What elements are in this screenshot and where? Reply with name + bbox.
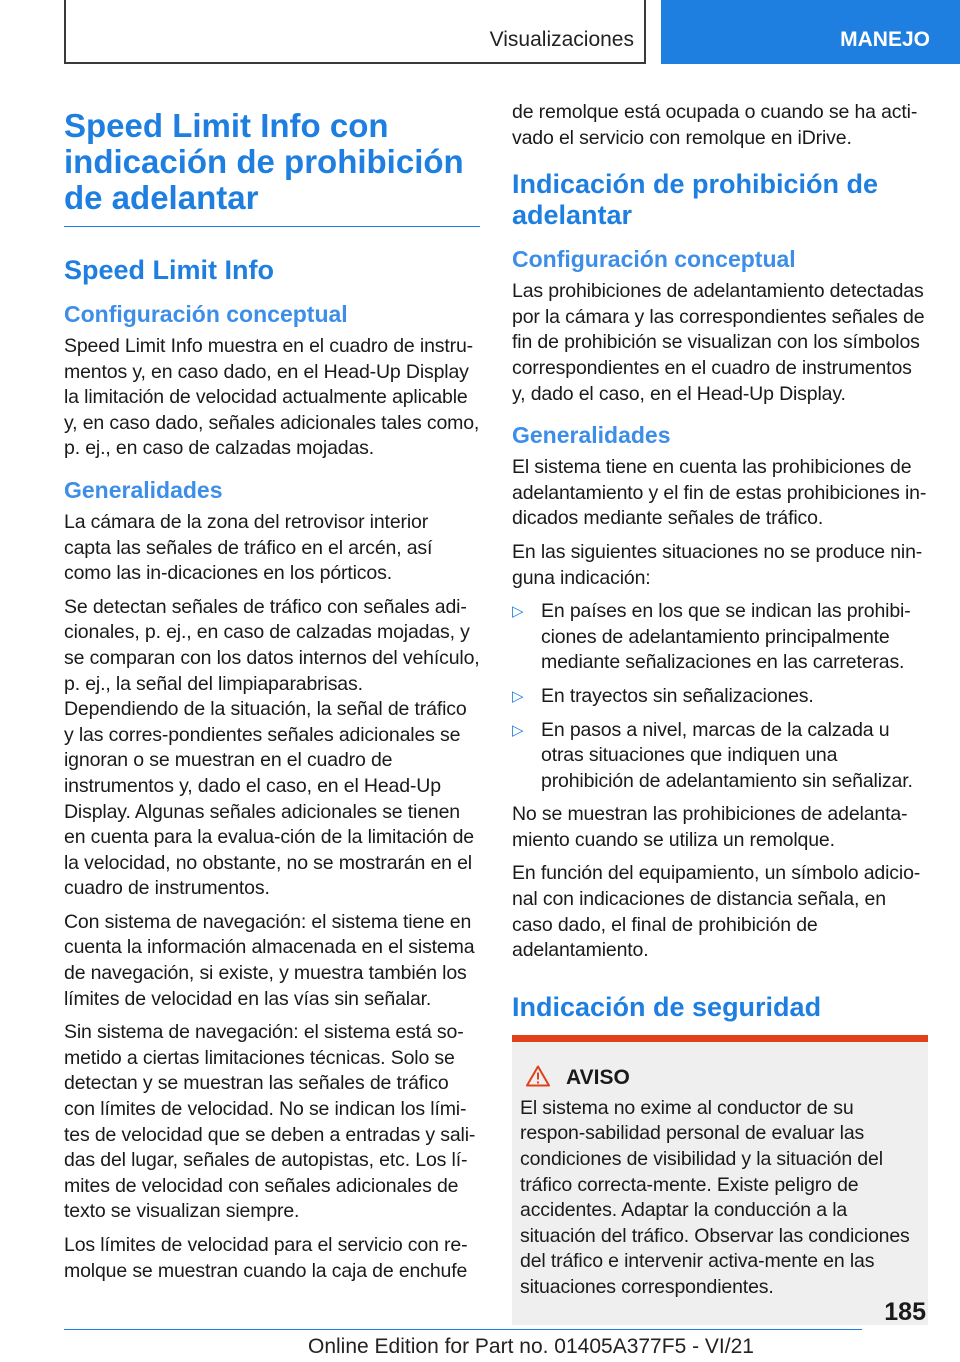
warning-title-row (520, 1064, 920, 1092)
list-item-text: En trayectos sin señalizaciones. (541, 684, 814, 707)
list-item-text: En pasos a nivel, marcas de la calzada u otras situaciones que indiquen una prohibición de adelantamiento sin señalizar. (541, 718, 913, 792)
triangle-bullet-icon: ▷ (512, 603, 524, 621)
header-chapter-tab: MANEJO (661, 0, 960, 64)
paragraph: Se detectan señales de tráfico con señales adi-cionales, p. ej., en caso de calzadas mojadas, y se comparan con los datos internos del vehículo, p. ej., la señal del limpiaparabrisas. Dependiendo de la situación, la señal de tráfico y las corres-pondientes señales adicionales se ignoran o se muestran en el cuadro de instrumentos y, dado el caso, en el Head-Up Display. Algunas señales adicionales se tienen en cuenta para la evalua-ción de la limitación de la velocidad, no obstante, no se mostrarán en el cuadro de instrumentos. (64, 595, 480, 900)
page-title: Speed Limit Info con indicación de prohibición de adelantar (64, 108, 480, 227)
triangle-bullet-icon: ▷ (512, 721, 524, 739)
header-section-box (64, 0, 646, 64)
warning-title: AVISO (566, 1065, 630, 1089)
right-column (512, 100, 928, 1325)
paragraph: No se muestran las prohibiciones de adelanta-miento cuando se utiliza un remolque. (512, 803, 908, 851)
warning-triangle-icon (526, 1065, 550, 1087)
heading-safety: Indicación de seguridad (512, 991, 822, 1022)
heading-concept: Configuración conceptual (64, 301, 348, 327)
header-section-title: Visualizaciones (489, 28, 634, 51)
heading-speed-limit-info: Speed Limit Info (64, 255, 275, 285)
list-item (512, 684, 928, 710)
paragraph: La cámara de la zona del retrovisor interior capta las señales de tráfico en el arcén, así como las in-dicaciones en los pórticos. (64, 510, 433, 585)
paragraph-concept: Las prohibiciones de adelantamiento detectadas por la cámara y las correspondientes señales de fin de prohibición se visualizan con los símbolos correspondientes en el cuadro de instrumentos y, dado el caso, en el Head-Up Display. (512, 280, 925, 405)
heading-overtaking-prohibition: Indicación de prohibición de adelantar (512, 169, 879, 231)
list-item-text: En países en los que se indican las prohibi-ciones de adelantamiento principalmente mediante señalizaciones en las carreteras. (541, 600, 911, 674)
bullet-list (512, 599, 928, 794)
paragraph-concept: Speed Limit Info muestra en el cuadro de instru-mentos y, en caso dado, en el Head-Up Display la limitación de velocidad actualmente aplicable y, en caso dado, señales adicionales tales como, p. ej., en caso de calzadas mojadas. (64, 335, 480, 460)
list-item (512, 599, 928, 676)
warning-box (512, 1035, 928, 1325)
paragraph-continued: de remolque está ocupada o cuando se ha acti-vado el servicio con remolque en iDrive. (512, 101, 918, 149)
paragraph: Con sistema de navegación: el sistema tiene en cuenta la información almacenada en el sistema de navegación, si existe, y muestra también los límites de velocidad en las vías sin señalar. (64, 910, 475, 1010)
heading-general: Generalidades (64, 476, 223, 503)
list-item (512, 718, 928, 795)
paragraph: Sin sistema de navegación: el sistema está so-metido a ciertas limitaciones técnicas. Solo se detectan y se muestran las señales de tráfico con límites de velocidad. No se indican los lími-tes de velocidad que se deben a entradas y sali-das del lugar, señales de autopistas, etc. Los lí-mites de velocidad con señales adicionales de texto se visualizan siempre. (64, 1021, 476, 1223)
paragraph: En función del equipamiento, un símbolo adicio-nal con indicaciones de distancia señala, en caso dado, el final de prohibición de adelantamiento. (512, 862, 921, 962)
page-number: 185 (884, 1298, 926, 1326)
warning-text: El sistema no exime al conductor de su respon-sabilidad personal de evaluar las condiciones de visibilidad y la situación del tráfico correcta-mente. Existe peligro de accidentes. Adaptar la conducción a la situación del tráfico. Observar las condiciones del tráfico e intervenir activa-mente en las situaciones correspondientes. (520, 1096, 910, 1298)
paragraph: En las siguientes situaciones no se produce nin-guna indicación: (512, 540, 923, 589)
footer-edition: Online Edition for Part no. 01405A377F5 - VI/21 (308, 1335, 754, 1358)
paragraph: Los límites de velocidad para el servicio con re-molque se muestran cuando la caja de enchufe (64, 1234, 468, 1282)
footer-divider (64, 1329, 862, 1330)
left-column (64, 100, 480, 1292)
heading-concept: Configuración conceptual (512, 246, 796, 273)
heading-general: Generalidades (512, 422, 671, 449)
triangle-bullet-icon: ▷ (512, 687, 524, 705)
paragraph: El sistema tiene en cuenta las prohibiciones de adelantamiento y el fin de estas prohibiciones in-dicados mediante señales de tráfico. (512, 456, 927, 530)
